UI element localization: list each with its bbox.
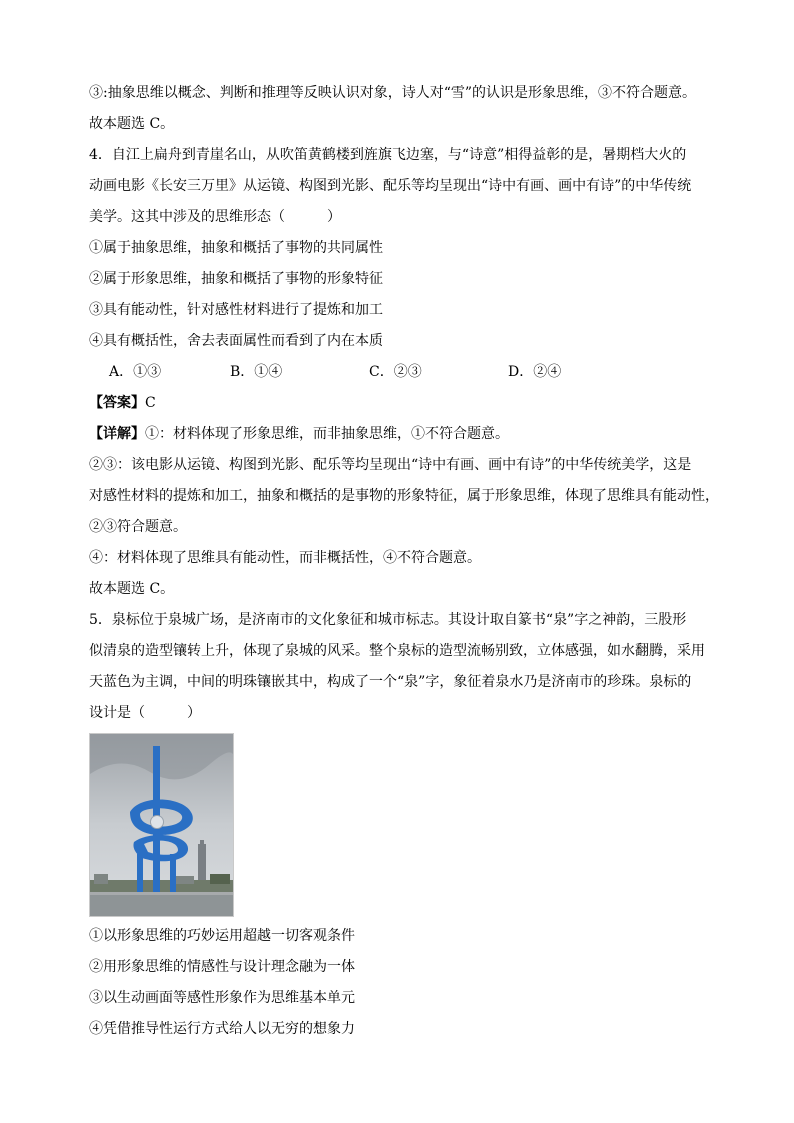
question-4 <box>89 140 719 605</box>
detail-line: ②③：该电影从运镜、构图到光影、配乐等均呈现出“诗中有画、画中有诗”的中华传统美学，这是 <box>89 457 692 473</box>
detail-text: ①：材料体现了形象思维，而非抽象思维，①不符合题意。 <box>145 426 509 442</box>
answer-choices <box>89 357 705 388</box>
choice-d: D．②④ <box>508 364 562 380</box>
plaza-ground <box>90 892 233 916</box>
detail-line: ④：材料体现了思维具有能动性，而非概括性，④不符合题意。 <box>89 550 481 566</box>
tower-top <box>200 840 204 846</box>
option-statement: ①属于抽象思维，抽象和概括了事物的共同属性 <box>89 240 383 256</box>
detail-tag: 【详解】 <box>89 426 145 442</box>
trees <box>210 874 230 884</box>
detail-line <box>89 419 705 450</box>
detail-line: 对感性材料的提炼和加工，抽象和概括的是事物的形象特征，属于形象思维，体现了思维具有能动性， <box>89 488 719 504</box>
question-stem: 动画电影《长安三万里》从运镜、构图到光影、配乐等均呈现出“诗中有画、画中有诗”的中华传统 <box>89 178 692 194</box>
answer-line <box>89 388 705 419</box>
question-stem: 天蓝色为主调，中间的明珠镶嵌其中，构成了一个“泉”字，象征着泉水乃是济南市的珍珠。泉标的 <box>89 674 692 690</box>
option-statement: ③以生动画面等感性形象作为思维基本单元 <box>89 990 355 1006</box>
text-line: 故本题选 C。 <box>89 116 175 132</box>
question-stem: 美学。这其中涉及的思维形态（ ） <box>89 209 341 225</box>
building <box>174 876 194 884</box>
question-5 <box>89 605 705 1045</box>
option-statement: ②属于形象思维，抽象和概括了事物的形象特征 <box>89 271 383 287</box>
plaza-edge <box>90 892 233 895</box>
option-statement: ④凭借推导性运行方式给人以无穷的想象力 <box>89 1021 355 1037</box>
choice-b: B．①④ <box>230 364 283 380</box>
fountain-sculpture-photo <box>89 733 234 917</box>
choice-c: C．②③ <box>369 364 422 380</box>
question-stem: 5．泉标位于泉城广场，是济南市的文化象征和城市标志。其设计取自篆书“泉”字之神韵，三股形 <box>89 612 687 628</box>
choice-a: A．①③ <box>109 364 162 380</box>
text-line: ③:抽象思维以概念、判断和推理等反映认识对象，诗人对“雪”的认识是形象思维，③不符合题意。 <box>89 85 697 101</box>
option-statement: ④具有概括性，舍去表面属性而看到了内在本质 <box>89 333 383 349</box>
sculpture-leg <box>137 854 143 892</box>
question-stem: 似清泉的造型镶转上升，体现了泉城的风采。整个泉标的造型流畅别致，立体感强，如水翻腾，采用 <box>89 643 705 659</box>
question-stem: 4．自江上扁舟到青崖名山，从吹笛黄鹤楼到旌旗飞边塞，与“诗意”相得益彰的是，暑期档大火的 <box>89 147 687 163</box>
sculpture-illustration <box>90 734 233 916</box>
option-statement: ①以形象思维的巧妙运用超越一切客观条件 <box>89 928 355 944</box>
pearl <box>151 816 164 829</box>
answer-value: C <box>145 395 156 411</box>
conclusion-line: 故本题选 C。 <box>89 581 175 597</box>
answer-tag: 【答案】 <box>89 395 145 411</box>
document-body <box>89 78 719 1045</box>
option-statement: ③具有能动性，针对感性材料进行了提炼和加工 <box>89 302 383 318</box>
question-stem: 设计是（ ） <box>89 705 201 721</box>
option-statement: ②用形象思维的情感性与设计理念融为一体 <box>89 959 355 975</box>
building <box>94 874 108 884</box>
detail-line: ②③符合题意。 <box>89 519 187 535</box>
